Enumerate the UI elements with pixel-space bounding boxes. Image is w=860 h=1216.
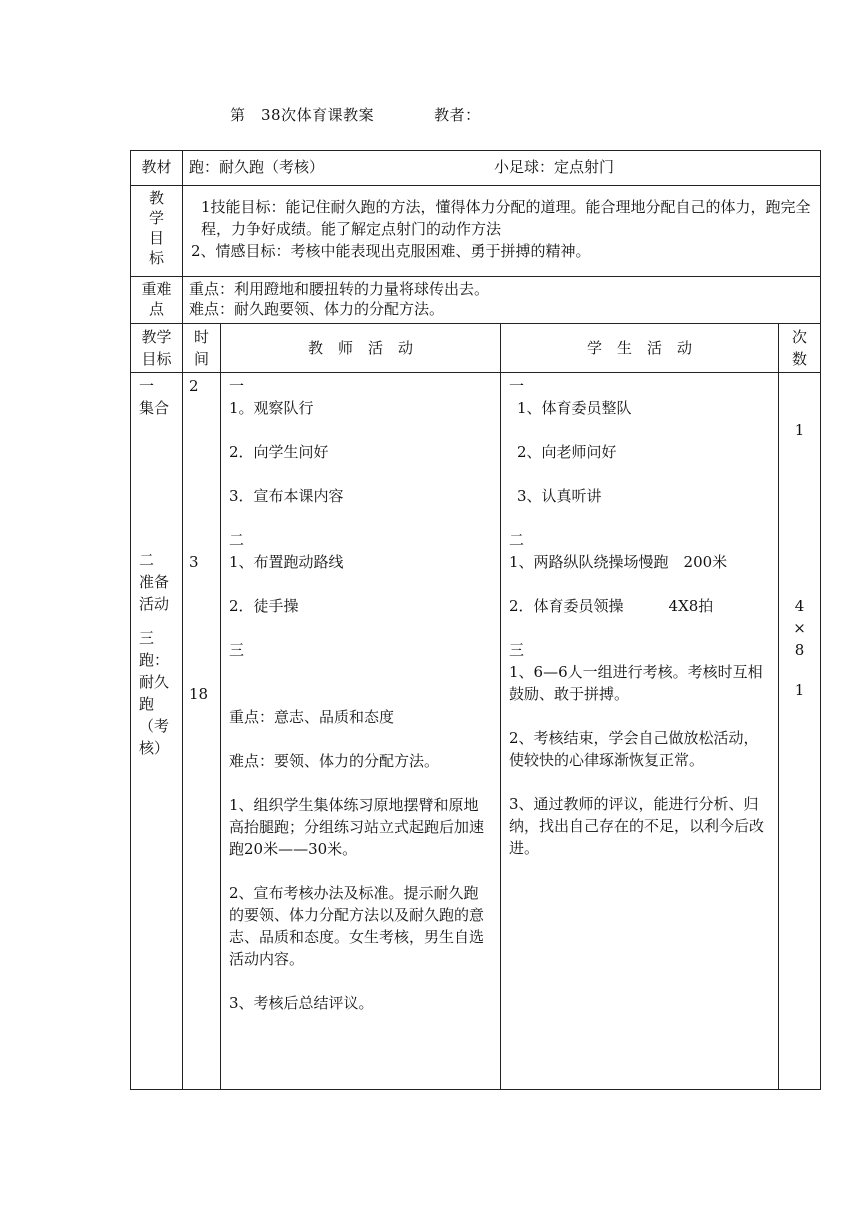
section2-count: 4×8 (793, 597, 806, 659)
row-activities (131, 373, 821, 1090)
student-s3-para: 1、6—6人一组进行考核。考核时互相鼓励、敢于拼搏。 (509, 663, 763, 703)
section3-count: 1 (794, 681, 805, 699)
col-student-header: 学 生 活 动 (501, 324, 779, 373)
col-time-header: 时间 (183, 324, 221, 373)
student-s1-item: 2、向老师问好 (517, 443, 617, 461)
goals-content (183, 186, 821, 277)
teacher-s2-item: 2．徒手操 (229, 597, 299, 615)
section3-name: 跑：耐久跑（考核） (139, 651, 170, 757)
count-column (779, 373, 821, 1090)
teacher-activity-column (221, 373, 501, 1090)
section2-num: 二 (139, 551, 155, 569)
section1-num: 一 (139, 377, 155, 395)
keypoint-difficulty: 难点：耐久跑要领、体力的分配方法。 (189, 300, 445, 318)
keypoint-key: 重点：利用蹬地和腰扭转的力量将球传出去。 (189, 280, 490, 298)
student-s1-item: 1、体育委员整队 (517, 399, 632, 417)
keypoints-label: 重难点 (131, 277, 183, 324)
teacher-label: 教者： (434, 106, 481, 124)
material-content (183, 151, 821, 186)
material-football: 小足球：定点射门 (494, 158, 615, 176)
student-activity-column (501, 373, 779, 1090)
teacher-s1-item: 2．向学生问好 (229, 443, 329, 461)
student-s1-head: 一 (509, 377, 525, 395)
teacher-s1-item: 1。观察队行 (229, 399, 314, 417)
lesson-plan-table (130, 150, 821, 1090)
section2-time: 3 (189, 553, 199, 571)
student-s3-para: 3、通过教师的评议，能进行分析、归纳，找出自己存在的不足，以利今后改进。 (509, 795, 765, 857)
keypoints-content (183, 277, 821, 324)
section3-time: 18 (189, 685, 209, 703)
teacher-s3-difficulty: 难点：要领、体力的分配方法。 (229, 752, 440, 770)
goal-skill: 1技能目标：能记住耐久跑的方法，懂得体力分配的道理。能合理地分配自己的体力，跑完全程，力争好成绩。能了解定点射门的动作方法 (201, 198, 811, 238)
teacher-s3-para: 1、组织学生集体练习原地摆臂和原地高抬腿跑；分组练习站立式起跑后加速跑20米——30米。 (229, 796, 485, 858)
student-s3-head: 三 (509, 641, 525, 659)
section1-count: 1 (794, 421, 805, 439)
teacher-s2-item: 1、布置跑动路线 (229, 553, 344, 571)
teacher-s3-head: 三 (229, 641, 245, 659)
section3-num: 三 (139, 629, 155, 647)
teacher-s3-key: 重点：意志、品质和态度 (229, 708, 395, 726)
time-column (183, 373, 221, 1090)
student-s2-head: 二 (509, 531, 525, 549)
teacher-s1-head: 一 (229, 377, 245, 395)
col-teacher-header: 教 师 活 动 (221, 324, 501, 373)
row-goals (131, 186, 821, 277)
col-goal-header: 教学目标 (131, 324, 183, 373)
section2-name: 准备活动 (139, 573, 170, 613)
section1-name: 集合 (139, 399, 170, 417)
material-run: 跑：耐久跑（考核） (189, 158, 325, 176)
student-s1-item: 3、认真听讲 (517, 487, 602, 505)
student-s2-item: 1、两路纵队绕操场慢跑 200米 (509, 553, 728, 571)
goal-emotion: 2、情感目标：考核中能表现出克服困难、勇于拼搏的精神。 (191, 242, 591, 260)
material-label: 教材 (131, 151, 183, 186)
lesson-header (230, 104, 481, 125)
row-material (131, 151, 821, 186)
row-keypoints (131, 277, 821, 324)
col-count-header: 次数 (779, 324, 821, 373)
teacher-s3-para: 2、宣布考核办法及标准。提示耐久跑的要领、体力分配方法以及耐久跑的意志、品质和态度。女生考核，男生自选活动内容。 (229, 884, 485, 968)
goals-label: 教学目标 (131, 186, 183, 277)
student-s2-item: 2．体育委员领操 4X8拍 (509, 597, 714, 615)
teacher-s2-head: 二 (229, 531, 245, 549)
teacher-s1-item: 3．宣布本课内容 (229, 487, 344, 505)
student-s3-para: 2、考核结束，学会自己做放松活动，使较快的心律琢渐恢复正常。 (509, 729, 759, 769)
lesson-title: 第 38次体育课教案 (230, 106, 375, 124)
goal-column (131, 373, 183, 1090)
row-column-headers (131, 324, 821, 373)
section1-time: 2 (189, 377, 199, 395)
teacher-s3-para: 3、考核后总结评议。 (229, 994, 374, 1012)
